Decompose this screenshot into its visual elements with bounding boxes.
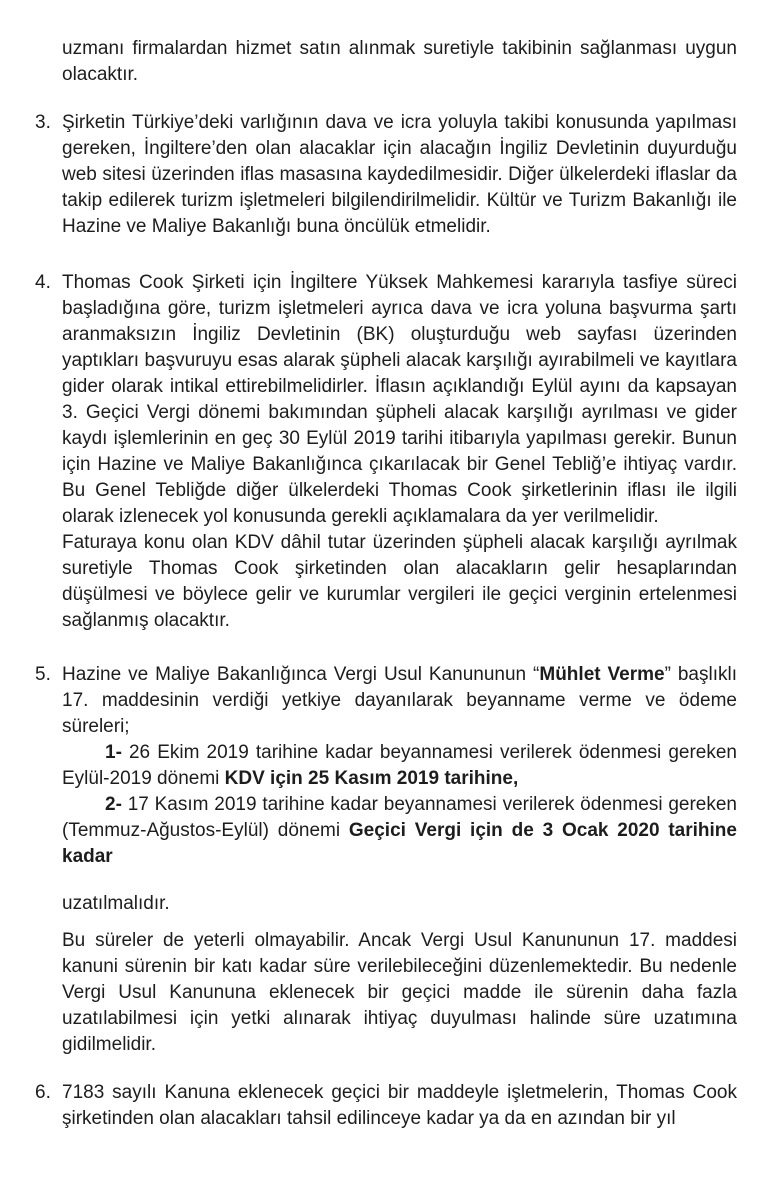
item-5-sub-item-1	[62, 740, 737, 792]
item-number: 6.	[35, 1082, 51, 1103]
bold-run: KDV için 25 Kasım 2019 tarihine,	[224, 768, 519, 789]
intro-paragraph: uzmanı firmalardan hizmet satın alınmak suretiyle takibinin sağlanması uygun olacaktır.	[62, 38, 737, 85]
list-item-3	[35, 110, 737, 240]
list-item-4	[35, 270, 737, 634]
bold-run: Mühlet Verme	[539, 664, 665, 685]
item-number: 3.	[35, 112, 51, 133]
bold-run: Geçici Vergi için de 3 Ocak 2020 tarihine kadar	[62, 820, 737, 867]
list-item-5	[35, 662, 737, 1058]
text-run: ” başlıklı 17. maddesinin verdiği yetkiye dayanılarak beyanname verme ve ödeme süreleri;	[62, 664, 737, 737]
sub-item-marker: 1-	[105, 742, 122, 763]
item-5-sub-item-2	[62, 792, 737, 870]
item-number: 4.	[35, 272, 51, 293]
sub-item-marker: 2-	[105, 794, 122, 815]
item-5-closing-word: uzatılmalıdır.	[62, 893, 170, 914]
item-number: 5.	[35, 664, 51, 685]
item-5-lead-paragraph	[62, 662, 737, 740]
text-run: 26 Ekim 2019 tarihine kadar beyannamesi verilerek ödenmesi gereken Eylül-2019 dönemi	[62, 742, 737, 789]
list-item-6	[35, 1080, 737, 1132]
text-run: 17 Kasım 2019 tarihine kadar beyannamesi verilerek ödenmesi gereken (Temmuz-Ağustos-Eylül) dönemi	[62, 794, 737, 841]
item-4-paragraph-2: Faturaya konu olan KDV dâhil tutar üzerinden şüpheli alacak karşılığı ayrılmak suretiyle Thomas Cook şirketinden olan alacakların gelir hesaplarından düşülmesi ve böylece gelir ve kurumlar vergileri ile geçici verginin ertelenmesi sağlanmış olacaktır.	[62, 532, 737, 631]
item-3-paragraph: Şirketin Türkiye’deki varlığının dava ve icra yoluyla takibi konusunda yapılması gereken, İngiltere’den olan alacaklar için alacağın İngiliz Devletinin duyurduğu web sitesi üzerinden iflas masasına kaydedilmesidir. Diğer ülkelerdeki iflaslar da takip edilerek turizm işletmeleri bilgilendirilmelidir. Kültür ve Turizm Bakanlığı ile Hazine ve Maliye Bakanlığı buna öncülük etmelidir.	[62, 112, 737, 237]
item-4-paragraph-1: Thomas Cook Şirketi için İngiltere Yüksek Mahkemesi kararıyla tasfiye süreci başladığına göre, turizm işletmeleri ayrıca dava ve icra yoluna başvurma şartı aranmaksızın İngiliz Devletinin (BK) oluşturduğu web sayfası üzerinden yaptıkları başvuruyu esas alarak şüpheli alacak karşılığı ayırabilmeli ve kayıtlara gider olarak intikal ettirebilmelidirler. İflasın açıklandığı Eylül ayını da kapsayan 3. Geçici Vergi dönemi bakımından şüpheli alacak karşılığı ayrılması ve gider kaydı işlemlerinin en geç 30 Eylül 2019 tarihi itibarıyla yapılması gerekir. Bunun için Hazine ve Maliye Bakanlığınca çıkarılacak bir Genel Tebliğ’e ihtiyaç vardır. Bu Genel Tebliğde diğer ülkelerdeki Thomas Cook şirketlerinin iflası ile ilgili olarak izlenecek yol konusunda gerekli açıklamalara da yer verilmelidir.	[62, 272, 737, 527]
item-5-note-paragraph: Bu süreler de yeterli olmayabilir. Ancak Vergi Usul Kanununun 17. maddesi kanuni sürenin bir katı kadar süre verilebileceğini düzenlemektedir. Bu nedenle Vergi Usul Kanununa eklenecek bir geçici madde ile sürenin daha fazla uzatılabilmesi için yetki alınarak ihtiyaç duyulması halinde süre uzatımına gidilmelidir.	[62, 930, 737, 1055]
text-run: Hazine ve Maliye Bakanlığınca Vergi Usul Kanununun “	[62, 664, 540, 685]
item-6-paragraph: 7183 sayılı Kanuna eklenecek geçici bir maddeyle işletmelerin, Thomas Cook şirketinden olan alacakları tahsil edilinceye kadar ya da en azından bir yıl	[62, 1082, 737, 1129]
